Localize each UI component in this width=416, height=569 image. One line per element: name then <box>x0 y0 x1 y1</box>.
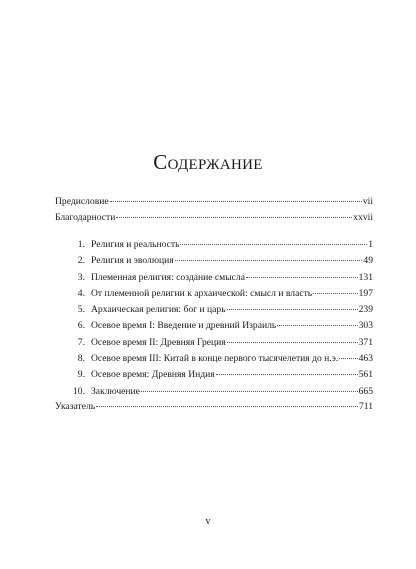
dot-leader <box>339 356 357 359</box>
toc-chapter-5[interactable] <box>55 302 373 318</box>
dot-leader <box>216 372 358 375</box>
toc-chapter-3[interactable] <box>55 270 373 286</box>
chapter-page: 49 <box>363 255 373 267</box>
toc-chapter-2[interactable] <box>55 253 373 269</box>
dot-leader <box>141 389 358 392</box>
chapter-title: Религия и эволюция <box>91 255 174 267</box>
dot-leader <box>277 323 357 326</box>
chapter-number: 5. <box>77 304 85 316</box>
dot-leader <box>110 199 362 202</box>
chapter-number: 3. <box>77 271 85 283</box>
chapter-number: 9. <box>77 369 85 381</box>
toc-chapter-7[interactable] <box>55 335 373 351</box>
dot-leader <box>116 215 352 218</box>
chapter-title: Архаическая религия: бог и царь <box>91 304 226 316</box>
toc-entry-page: vii <box>362 196 373 207</box>
dot-leader <box>246 275 358 278</box>
toc-entry-index[interactable] <box>55 401 373 413</box>
chapter-page: 463 <box>358 353 373 365</box>
chapter-page: 561 <box>358 369 373 381</box>
dot-leader <box>96 404 358 407</box>
dot-leader <box>313 291 357 294</box>
toc-entry-label: Указатель <box>55 401 96 412</box>
chapter-page: 665 <box>358 385 373 397</box>
chapter-title: Племенная религия: создание смысла <box>91 271 245 283</box>
chapter-number: 8. <box>77 353 85 365</box>
toc-chapter-4[interactable] <box>55 286 373 302</box>
chapter-number: 10. <box>73 385 85 397</box>
page-title: Содержание <box>153 150 263 174</box>
toc-chapter-10[interactable] <box>55 384 373 400</box>
chapter-number: 7. <box>77 336 85 348</box>
chapter-number: 6. <box>77 320 85 332</box>
toc-entry-page: 711 <box>358 401 373 412</box>
dot-leader <box>180 242 367 245</box>
dot-leader <box>175 258 363 261</box>
chapters-section <box>55 237 373 400</box>
chapter-number: 4. <box>77 287 85 299</box>
chapter-title: Осевое время I: Введение и древний Израиль <box>91 320 277 332</box>
chapter-page: 239 <box>358 304 373 316</box>
back-matter-section <box>55 401 373 413</box>
toc-entry-acknowledgments[interactable] <box>55 212 373 224</box>
chapter-title: Осевое время II: Древняя Греция <box>91 336 226 348</box>
dot-leader <box>227 340 358 343</box>
chapter-page: 303 <box>358 320 373 332</box>
chapter-title: Осевое время: Древняя Индия <box>91 369 215 381</box>
chapter-page: 131 <box>358 271 373 283</box>
front-matter-section-2 <box>55 212 373 224</box>
toc-entry-preface[interactable] <box>55 196 373 208</box>
chapter-number: 1. <box>77 239 85 250</box>
chapter-number: 2. <box>77 255 85 267</box>
toc-entry-page: xxvii <box>353 212 373 223</box>
chapter-title: От племенной религии к архаической: смысл и власть <box>91 287 313 299</box>
dot-leader <box>227 307 358 310</box>
page-number: v <box>205 516 211 527</box>
toc-chapter-8[interactable] <box>55 351 373 367</box>
chapter-page: 1 <box>368 239 373 250</box>
toc-chapter-6[interactable] <box>55 318 373 334</box>
chapter-title: Заключение <box>91 385 140 397</box>
chapter-page: 371 <box>358 336 373 348</box>
front-matter-section <box>55 196 373 208</box>
chapter-page: 197 <box>358 287 373 299</box>
toc-chapter-9[interactable] <box>55 367 373 383</box>
toc-entry-label: Благодарности <box>55 212 116 223</box>
chapter-title: Религия и реальность <box>91 239 180 250</box>
chapter-title: Осевое время III: Китай в конце первого тысячелетия до н.э. <box>91 353 339 365</box>
toc-chapter-1[interactable] <box>55 237 373 253</box>
toc-entry-label: Предисловие <box>55 196 109 207</box>
